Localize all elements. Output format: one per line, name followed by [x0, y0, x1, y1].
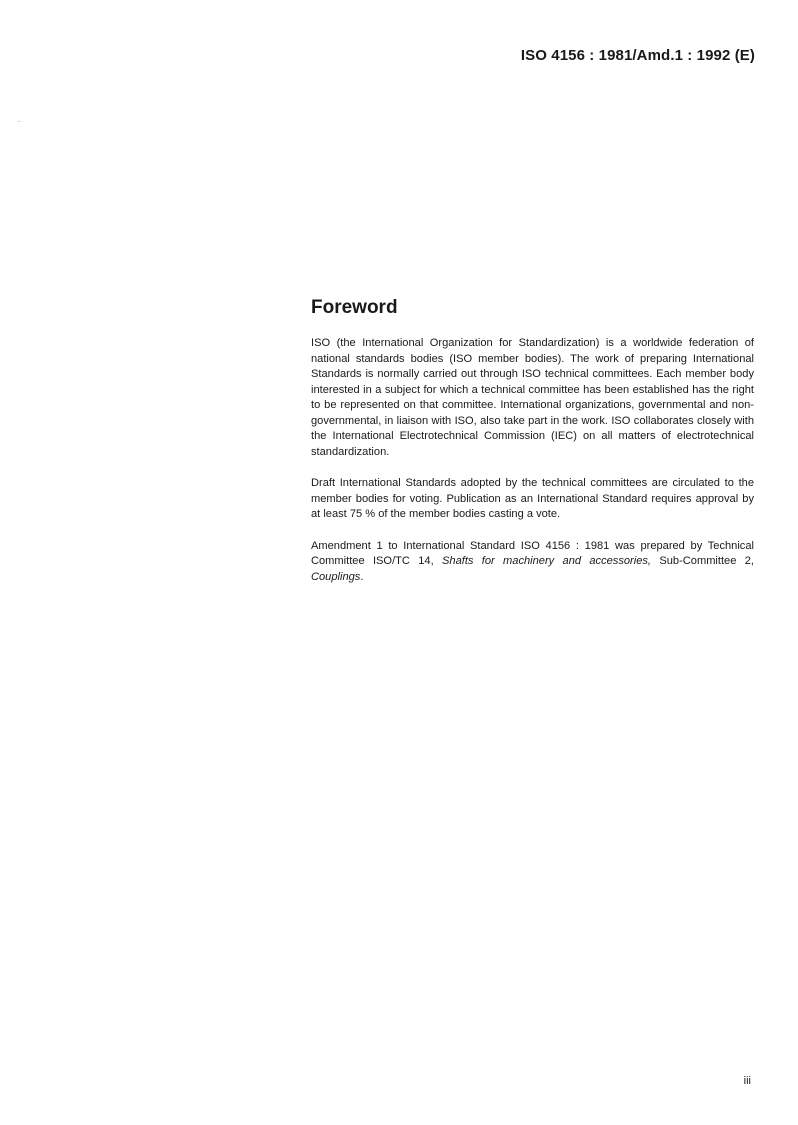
document-reference: ISO 4156 : 1981/Amd.1 : 1992 (E): [520, 47, 755, 64]
amendment-text-lead: Amendment 1 to International Standard ISO 4156 : 1981 was prepared by Technical Committee ISO/TC 14,: [311, 539, 754, 567]
amendment-text-mid: Sub-Committee 2,: [651, 555, 754, 567]
page-number: iii: [743, 1075, 751, 1087]
foreword-title: Foreword: [311, 297, 398, 318]
foreword-paragraph-amendment: [311, 539, 754, 586]
foreword-section: [311, 296, 754, 585]
committee-title: Shafts for machinery and accessories,: [442, 555, 652, 567]
scan-speck: [18, 121, 20, 122]
amendment-text-end: .: [360, 570, 364, 583]
foreword-paragraph-drafts: Draft International Standards adopted by the technical committees are circulated to the member bodies for voting. Publication as an International Standard requires approval by at least 75 % of the member bodies casting a vote.: [311, 477, 754, 520]
foreword-paragraph-iso: ISO (the International Organization for Standardization) is a worldwide federation of national standards bodies (ISO member bodies). The work of preparing International Standards is normally carried out through ISO technical committees. Each member body interested in a subject for which a technical committee has been established has the right to be represented on that committee. International organizations, governmental and non-governmental, in liaison with ISO, also take part in the work. ISO collaborates closely with the International Electrotechnical Commission (IEC) on all matters of electrotechnical standardization.: [311, 337, 754, 458]
subcommittee-title: Couplings: [311, 570, 361, 583]
